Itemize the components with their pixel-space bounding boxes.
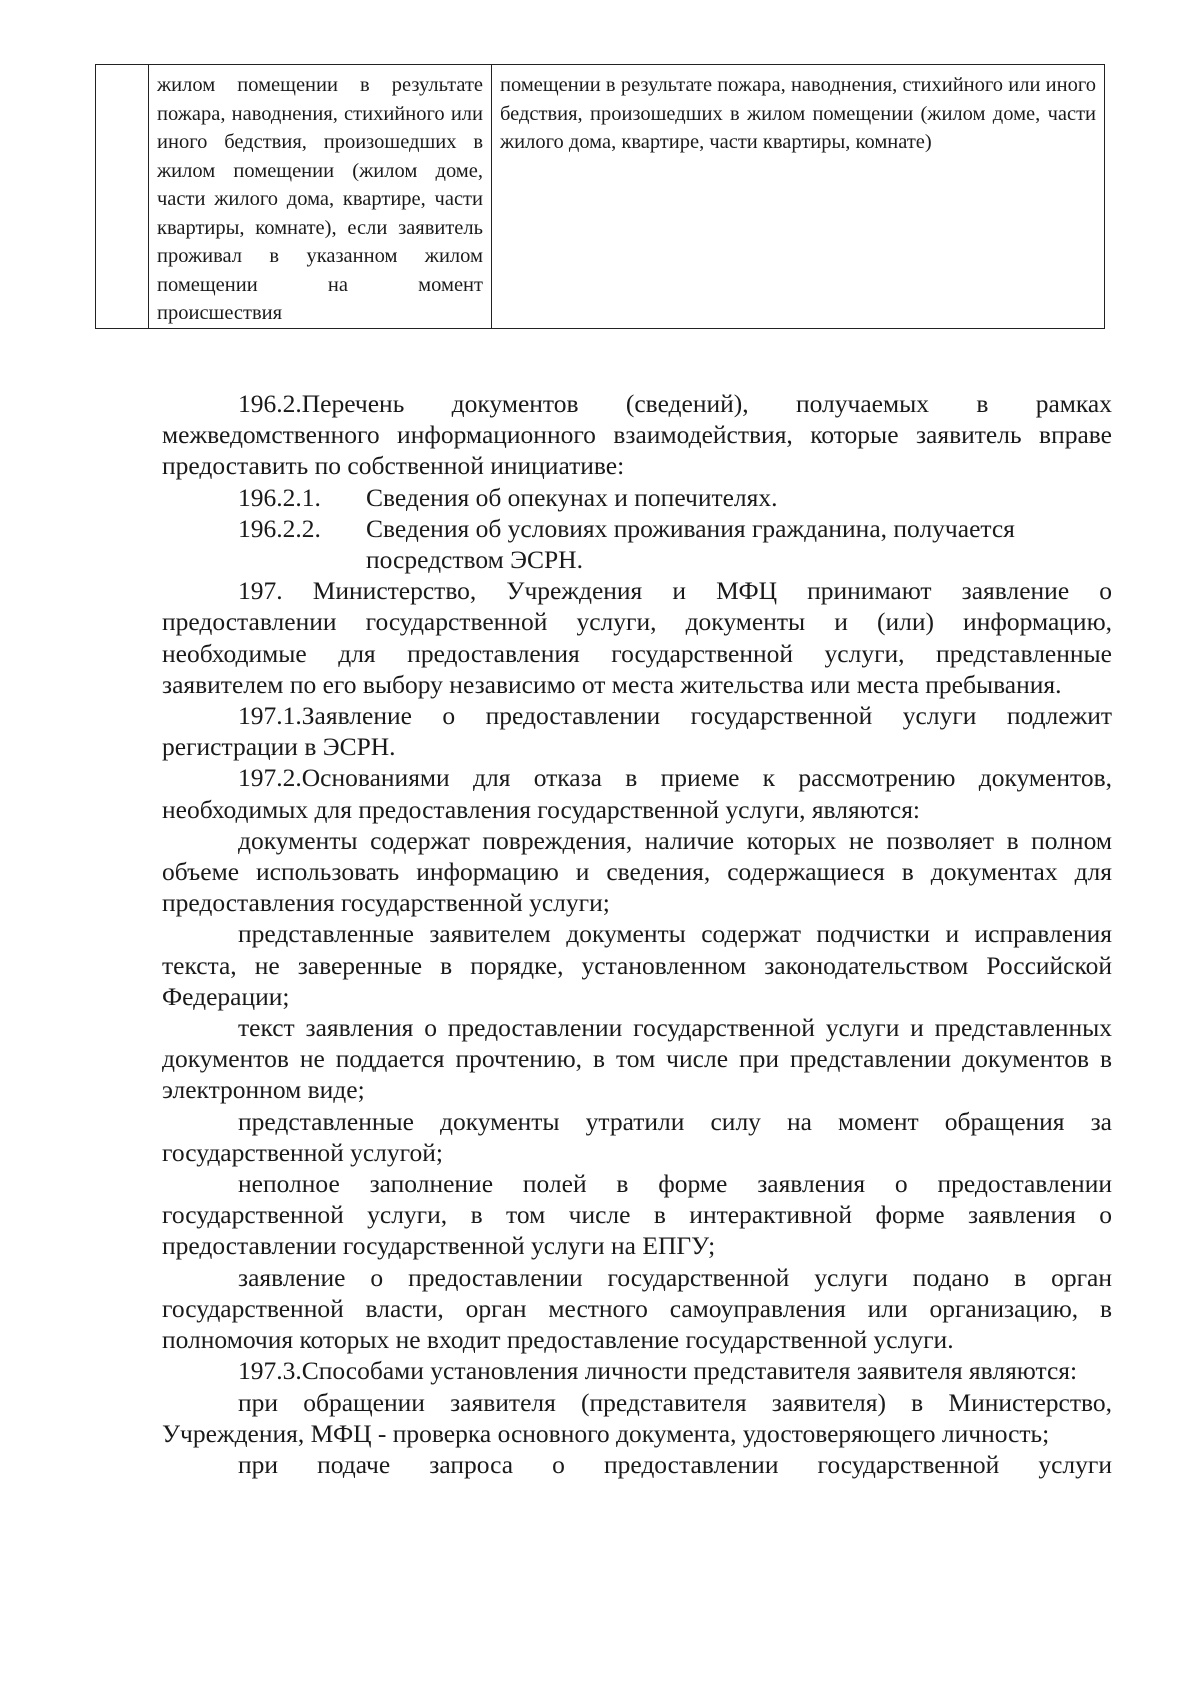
paragraph-197-1: 197.1.Заявление о предоставлении государственной услуги подлежит регистрации в ЭСРН. [162, 701, 1112, 762]
reason-item: заявление о предоставлении государственной услуги подано в орган государственной власти, орган местного самоуправления или организацию, в полномочия которых не входит предоставление государственной услуги. [162, 1262, 1112, 1355]
body-text [162, 388, 1112, 1480]
continued-table [95, 64, 1105, 329]
reason-item: представленные документы утратили силу на момент обращения за государственной услугой; [162, 1106, 1112, 1167]
way-item: при обращении заявителя (представителя заявителя) в Министерство, Учреждения, МФЦ - проверка основного документа, удостоверяющего личность; [162, 1387, 1112, 1448]
table-left-cell: жилом помещении в результате пожара, наводнения, стихийного или иного бедствия, произошедших в жилом помещении (жилом доме, части жилого дома, квартире, части квартиры, комнате), если заявитель проживал в указанном жилом помещении на момент происшествия [149, 65, 492, 329]
table-row [96, 65, 1105, 329]
item-number: 196.2.1. [238, 482, 321, 512]
reason-item: документы содержат повреждения, наличие которых не позволяет в полном объеме использовать информацию и сведения, содержащиеся в документах для предоставления государственной услуги; [162, 825, 1112, 918]
paragraph-197-3: 197.3.Способами установления личности представителя заявителя являются: [238, 1356, 1078, 1386]
item-196-2-2 [162, 513, 1112, 575]
paragraph-197-2: 197.2.Основаниями для отказа в приеме к рассмотрению документов, необходимых для предоставления государственной услуги, являются: [162, 763, 1112, 824]
way-item: при подаче запроса о предоставлении государственной услуги [238, 1449, 1112, 1479]
paragraph-196-2: 196.2.Перечень документов (сведений), получаемых в рамках межведомственного информационного взаимодействия, которые заявитель вправе предоставить по собственной инициативе: [162, 389, 1112, 481]
table-right-cell: помещении в результате пожара, наводнения, стихийного или иного бедствия, произошедших в жилом помещении (жилом доме, части жилого дома, квартире, части квартиры, комнате) [492, 65, 1105, 329]
reason-item: представленные заявителем документы содержат подчистки и исправления текста, не заверенные в порядке, установленном законодательством Российской Федерации; [162, 919, 1112, 1011]
reason-item: текст заявления о предоставлении государственной услуги и представленных документов не поддается прочтению, в том числе при представлении документов в электронном виде; [162, 1013, 1112, 1105]
table-number-cell [96, 65, 149, 329]
item-text: Сведения об условиях проживания гражданина, получается посредством ЭСРН. [366, 513, 1015, 575]
item-number: 196.2.2. [238, 513, 321, 543]
paragraph-197: 197. Министерство, Учреждения и МФЦ принимают заявление о предоставлении государственной услуги, документы и (или) информацию, необходимые для предоставления государственной услуги, представленные заявителем по его выбору независимо от места жительства или места пребывания. [162, 576, 1112, 699]
item-text: Сведения об опекунах и попечителях. [366, 482, 778, 512]
reason-item: неполное заполнение полей в форме заявления о предоставлении государственной услуги, в том числе в интерактивной форме заявления о предоставлении государственной услуги на ЕПГУ; [162, 1169, 1112, 1261]
item-196-2-1 [162, 482, 1112, 513]
